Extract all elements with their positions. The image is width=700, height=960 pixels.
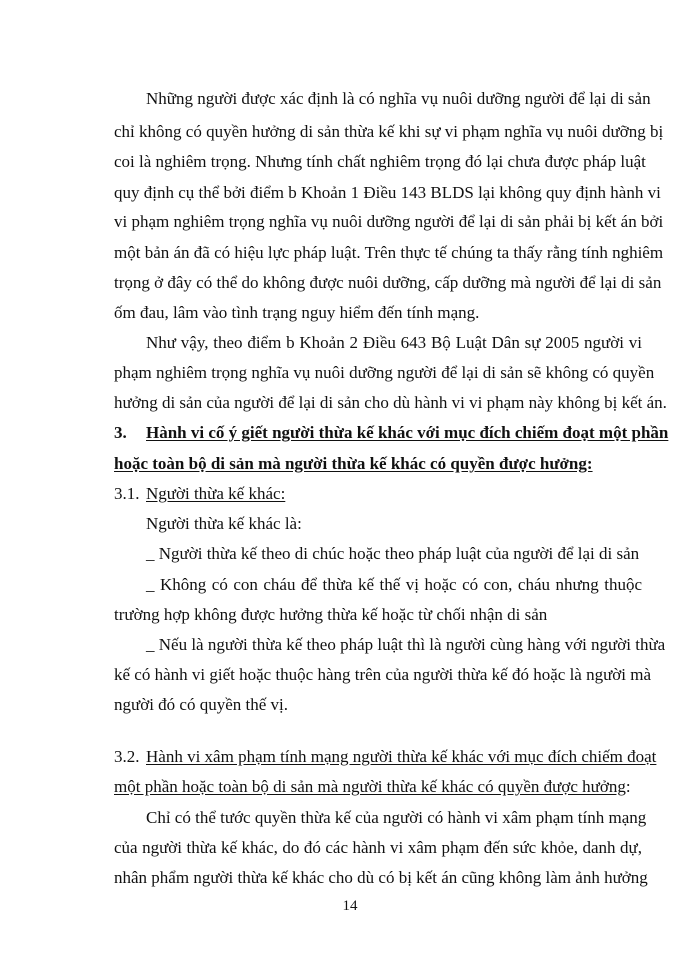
section-3-1-number: 3.1. xyxy=(114,484,140,503)
section-3-2-number: 3.2. xyxy=(114,747,140,766)
paragraph-1-line: chỉ không có quyền hưởng di sản thừa kế khi sự vi phạm nghĩa vụ nuôi dưỡng bị xyxy=(114,122,664,141)
paragraph-1-line: quy định cụ thể bởi điểm b Khoản 1 Điều 143 BLDS lại không quy định hành vi xyxy=(114,183,661,202)
section-3-heading-continued xyxy=(114,452,642,476)
paragraph-2-line: Như vậy, theo điểm b Khoản 2 Điều 643 Bộ Luật Dân sự 2005 người vi xyxy=(146,333,642,352)
section-3-2-heading-suffix: : xyxy=(625,777,631,796)
paragraph-1-line: coi là nghiêm trọng. Nhưng tính chất nghiêm trọng đó lại chưa được pháp luật xyxy=(114,152,646,171)
bullet-item: _ Nếu là người thừa kế theo pháp luật thì là người cùng hàng với người thừa xyxy=(146,635,666,654)
paragraph-1-line: Những người được xác định là có nghĩa vụ nuôi dưỡng người để lại di sản xyxy=(146,89,651,108)
bullet-item: _ Người thừa kế theo di chúc hoặc theo pháp luật của người để lại di sản xyxy=(146,544,640,563)
section-3-heading-text: Hành vi cố ý giết người thừa kế khác với mục đích chiếm đoạt một phần xyxy=(146,423,669,442)
section-3-heading-text: hoặc toàn bộ di sản mà người thừa kế khác có quyền được hưởng: xyxy=(114,454,593,473)
section-3-1-heading xyxy=(114,482,642,506)
section-3-heading xyxy=(114,421,669,445)
paragraph-2-line: hưởng di sản của người để lại di sản cho dù hành vi vi phạm này không bị kết án. xyxy=(114,393,667,412)
section-3-1-intro: Người thừa kế khác là: xyxy=(146,514,302,533)
section-3-number: 3. xyxy=(114,423,127,442)
section-3-2-heading-text: Hành vi xâm phạm tính mạng người thừa kế khác với mục đích chiếm đoạt xyxy=(146,747,657,766)
bullet-item-continued: trường hợp không được hưởng thừa kế hoặc từ chối nhận di sản xyxy=(114,605,548,624)
section-3-2-heading xyxy=(114,745,657,769)
section-3-2-heading-text: một phần hoặc toàn bộ di sản mà người thừa kế khác có quyền được hưởng xyxy=(114,777,626,796)
paragraph-1-line: trọng ở đây có thể do không được nuôi dưỡng, cấp dưỡng mà người để lại di sản xyxy=(114,273,662,292)
bullet-item-continued: kế có hành vi giết hoặc thuộc hàng trên của người thừa kế đó hoặc là người mà xyxy=(114,665,652,684)
section-3-2-body-line: nhân phẩm người thừa kế khác cho dù có bị kết án cũng không làm ảnh hưởng xyxy=(114,868,648,887)
section-3-2-body-line: Chỉ có thể tước quyền thừa kế của người có hành vi xâm phạm tính mạng xyxy=(146,808,647,827)
paragraph-1-line: ốm đau, lâm vào tình trạng nguy hiểm đến tính mạng. xyxy=(114,303,480,322)
bullet-item: _ Không có con cháu để thừa kế thế vị hoặc có con, cháu nhưng thuộc xyxy=(146,575,642,594)
section-3-2-body-line: của người thừa kế khác, do đó các hành vi xâm phạm đến sức khỏe, danh dự, xyxy=(114,838,642,857)
paragraph-1-line: vi phạm nghiêm trọng nghĩa vụ nuôi dưỡng người để lại di sản phải bị kết án bởi xyxy=(114,212,664,231)
page-number: 14 xyxy=(342,898,358,914)
section-3-1-heading-text: Người thừa kế khác: xyxy=(146,484,286,503)
paragraph-1-line: một bản án đã có hiệu lực pháp luật. Trên thực tế chúng ta thấy rằng tính nghiêm xyxy=(114,243,664,262)
paragraph-2-line: phạm nghiêm trọng nghĩa vụ nuôi dưỡng người để lại di sản sẽ không có quyền xyxy=(114,363,655,382)
bullet-item-continued: người đó có quyền thế vị. xyxy=(114,695,289,714)
section-3-2-heading-continued xyxy=(114,775,642,799)
